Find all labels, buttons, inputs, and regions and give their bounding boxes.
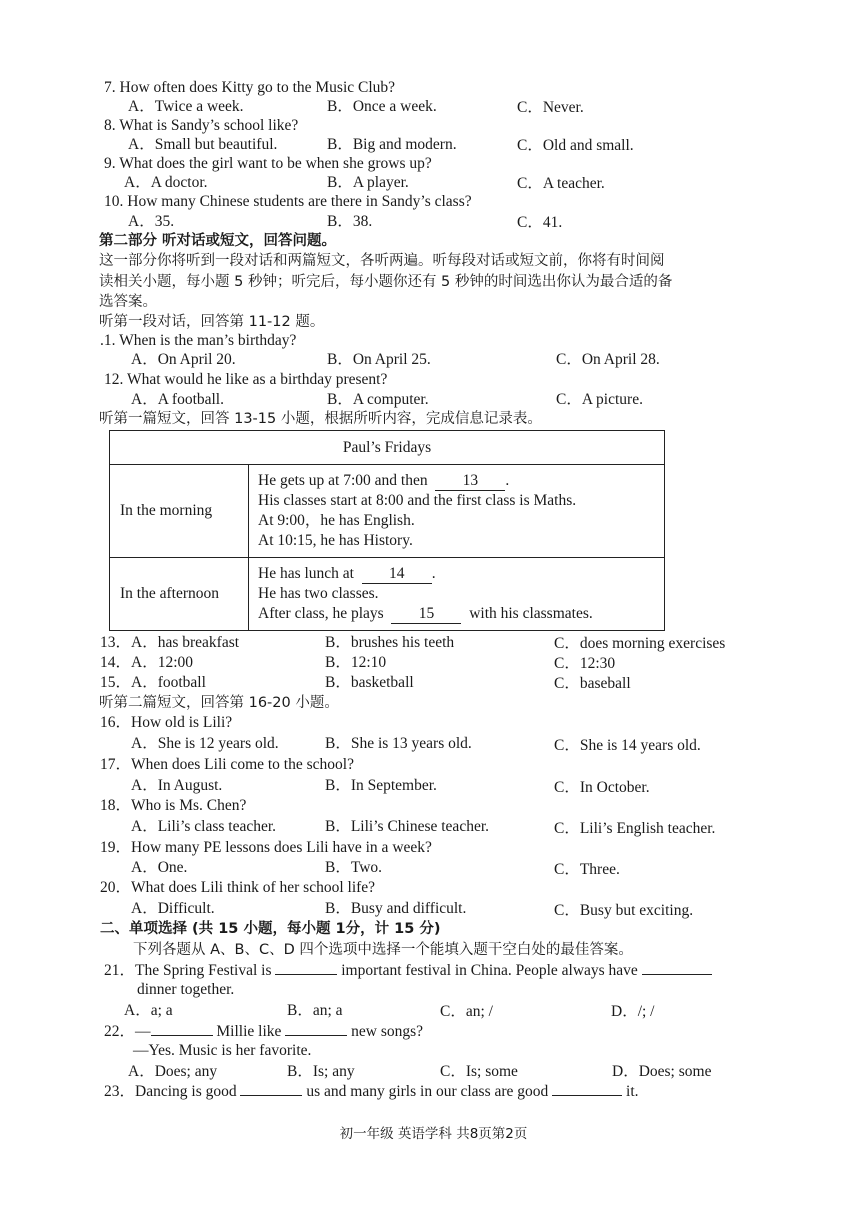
q13-option-b: B．brushes his teeth xyxy=(325,634,455,651)
afternoon-cell xyxy=(249,558,665,631)
morning-line-1 xyxy=(258,471,664,491)
q18-option-a: A．Lili’s class teacher. xyxy=(131,818,277,835)
q21-part1: 21．The Spring Festival is xyxy=(104,962,272,979)
afternoon-line-1-end: . xyxy=(431,565,436,582)
part2-intro-line1: 这一部分你将听到一段对话和两篇短文，各听两遍。听每段对话或短文前，你将有时间阅 xyxy=(99,253,665,269)
q18-stem: 18．Who is Ms. Chen? xyxy=(100,797,247,814)
q23-blank-1 xyxy=(240,1081,302,1096)
q7-option-c: C．Never. xyxy=(517,99,584,116)
q22-option-c: C．Is; some xyxy=(440,1063,518,1080)
q14-option-c: C．12:30 xyxy=(554,655,616,672)
q8-option-c: C．Old and small. xyxy=(517,137,634,154)
afternoon-line-2: He has two classes. xyxy=(258,585,379,602)
q22-part3: new songs? xyxy=(351,1023,424,1040)
q22-part1: 22．— xyxy=(104,1023,151,1040)
morning-line-4: At 10:15, he has History. xyxy=(258,532,413,549)
q18-option-b: B．Lili’s Chinese teacher. xyxy=(325,818,490,835)
morning-line-3: At 9:00，he has English. xyxy=(258,512,415,529)
q20-option-c: C．Busy but exciting. xyxy=(554,902,694,919)
morning-line-2: His classes start at 8:00 and the first class is Maths. xyxy=(258,492,577,509)
q23-blank-2 xyxy=(552,1081,622,1096)
info-record-table xyxy=(109,430,665,631)
page-footer: 初一年级 英语学科 共8页第2页 xyxy=(339,1126,528,1142)
q16-option-c: C．She is 14 years old. xyxy=(554,737,701,754)
section2-title: 二、单项选择 (共 15 小题，每小题 1分，计 15 分) xyxy=(100,921,441,937)
morning-line-1-end: . xyxy=(505,472,510,489)
passage1-instruction: 听第一篇短文，回答 13-15 小题，根据所听内容，完成信息记录表。 xyxy=(99,411,542,427)
q12-stem: 12. What would he like as a birthday present? xyxy=(104,371,388,388)
q12-option-c: C．A picture. xyxy=(556,391,643,408)
q17-option-a: A．In August. xyxy=(131,777,223,794)
q22-option-b: B．Is; any xyxy=(287,1063,355,1080)
q11-stem: .1. When is the man’s birthday? xyxy=(100,332,297,349)
q23-part2: us and many girls in our class are good xyxy=(306,1083,549,1100)
q21-option-a: A．a; a xyxy=(124,1002,173,1019)
q19-option-c: C．Three. xyxy=(554,861,620,878)
q7-option-a: A．Twice a week. xyxy=(128,98,244,115)
q19-option-b: B．Two. xyxy=(325,859,383,876)
q21-option-c: C．an; / xyxy=(440,1003,493,1020)
q9-stem: 9. What does the girl want to be when she grows up? xyxy=(104,155,432,172)
q23-part1: 23．Dancing is good xyxy=(104,1083,237,1100)
dialog1-instruction: 听第一段对话，回答第 11-12 题。 xyxy=(99,314,325,330)
part2-intro-line2: 读相关小题，每小题 5 秒钟；听完后，每小题你还有 5 秒钟的时间选出你认为最合适的备 xyxy=(99,274,673,290)
q7-stem: 7. How often does Kitty go to the Music Club? xyxy=(104,79,396,96)
q21-line1 xyxy=(104,960,712,981)
section2-instruction: 下列各题从 A、B、C、D 四个选项中选择一个能填入题干空白处的最佳答案。 xyxy=(133,942,633,958)
q22-part2: Millie like xyxy=(216,1023,282,1040)
q16-option-a: A．She is 12 years old. xyxy=(131,735,279,752)
q8-option-b: B．Big and modern. xyxy=(327,136,457,153)
q8-option-a: A．Small but beautiful. xyxy=(128,136,278,153)
part2-title: 第二部分 听对话或短文，回答问题。 xyxy=(99,233,337,249)
afternoon-line-1 xyxy=(258,564,664,584)
q22-option-a: A．Does; any xyxy=(128,1063,218,1080)
q10-stem: 10. How many Chinese students are there in Sandy’s class? xyxy=(104,193,472,210)
afternoon-line-1-text: He has lunch at xyxy=(258,565,354,582)
q12-option-b: B．A computer. xyxy=(327,391,429,408)
q20-option-b: B．Busy and difficult. xyxy=(325,900,467,917)
q21-option-b: B．an; a xyxy=(287,1002,343,1019)
afternoon-line-3 xyxy=(258,604,664,624)
q22-reply: —Yes. Music is her favorite. xyxy=(133,1042,312,1059)
afternoon-label: In the afternoon xyxy=(110,558,249,631)
q14-option-b: B．12:10 xyxy=(325,654,387,671)
q16-stem: 16．How old is Lili? xyxy=(100,714,233,731)
q20-option-a: A．Difficult. xyxy=(131,900,215,917)
q17-option-b: B．In September. xyxy=(325,777,437,794)
q10-option-b: B．38. xyxy=(327,213,373,230)
blank-13: 13 xyxy=(435,472,505,491)
q22-line1 xyxy=(104,1021,423,1042)
q20-stem: 20．What does Lili think of her school life? xyxy=(100,879,376,896)
q15-stem: 15．A．football xyxy=(100,674,206,691)
q22-blank-1 xyxy=(151,1021,213,1036)
q21-part2: important festival in China. People always have xyxy=(341,962,638,979)
q9-option-a: A．A doctor. xyxy=(124,174,208,191)
passage2-instruction: 听第二篇短文，回答第 16-20 小题。 xyxy=(99,695,339,711)
q11-option-b: B．On April 25. xyxy=(327,351,431,368)
q21-option-d: D．/; / xyxy=(611,1003,655,1020)
morning-cell xyxy=(249,465,665,558)
afternoon-line-3-end: with his classmates. xyxy=(469,605,593,622)
q15-option-b: B．basketball xyxy=(325,674,414,691)
morning-line-1-text: He gets up at 7:00 and then xyxy=(258,472,428,489)
q13-stem: 13．A．has breakfast xyxy=(100,634,240,651)
q16-option-b: B．She is 13 years old. xyxy=(325,735,472,752)
q17-option-c: C．In October. xyxy=(554,779,650,796)
q23-part3: it. xyxy=(626,1083,639,1100)
afternoon-line-3-text: After class, he plays xyxy=(258,605,384,622)
q11-option-c: C．On April 28. xyxy=(556,351,660,368)
q22-blank-2 xyxy=(285,1021,347,1036)
blank-14: 14 xyxy=(362,565,432,584)
q23-line1 xyxy=(104,1081,639,1102)
q14-stem: 14．A．12:00 xyxy=(100,654,194,671)
q10-option-c: C．41. xyxy=(517,214,563,231)
part2-intro-line3: 选答案。 xyxy=(99,294,157,310)
q9-option-c: C．A teacher. xyxy=(517,175,605,192)
q13-option-c: C．does morning exercises xyxy=(554,635,726,652)
q17-stem: 17．When does Lili come to the school? xyxy=(100,756,354,773)
q8-stem: 8. What is Sandy’s school like? xyxy=(104,117,299,134)
q12-option-a: A．A football. xyxy=(131,391,224,408)
q15-option-c: C．baseball xyxy=(554,675,631,692)
q21-blank-1 xyxy=(275,960,337,975)
q19-option-a: A．One. xyxy=(131,859,188,876)
morning-label: In the morning xyxy=(110,465,249,558)
q11-option-a: A．On April 20. xyxy=(131,351,236,368)
q9-option-b: B．A player. xyxy=(327,174,409,191)
q19-stem: 19．How many PE lessons does Lili have in a week? xyxy=(100,839,432,856)
table-title: Paul’s Fridays xyxy=(110,431,665,465)
q18-option-c: C．Lili’s English teacher. xyxy=(554,820,716,837)
blank-15: 15 xyxy=(391,605,461,624)
q7-option-b: B．Once a week. xyxy=(327,98,437,115)
q21-part3: dinner together. xyxy=(137,981,235,998)
q22-option-d: D．Does; some xyxy=(612,1063,712,1080)
q21-blank-2 xyxy=(642,960,712,975)
q10-option-a: A．35. xyxy=(128,213,175,230)
